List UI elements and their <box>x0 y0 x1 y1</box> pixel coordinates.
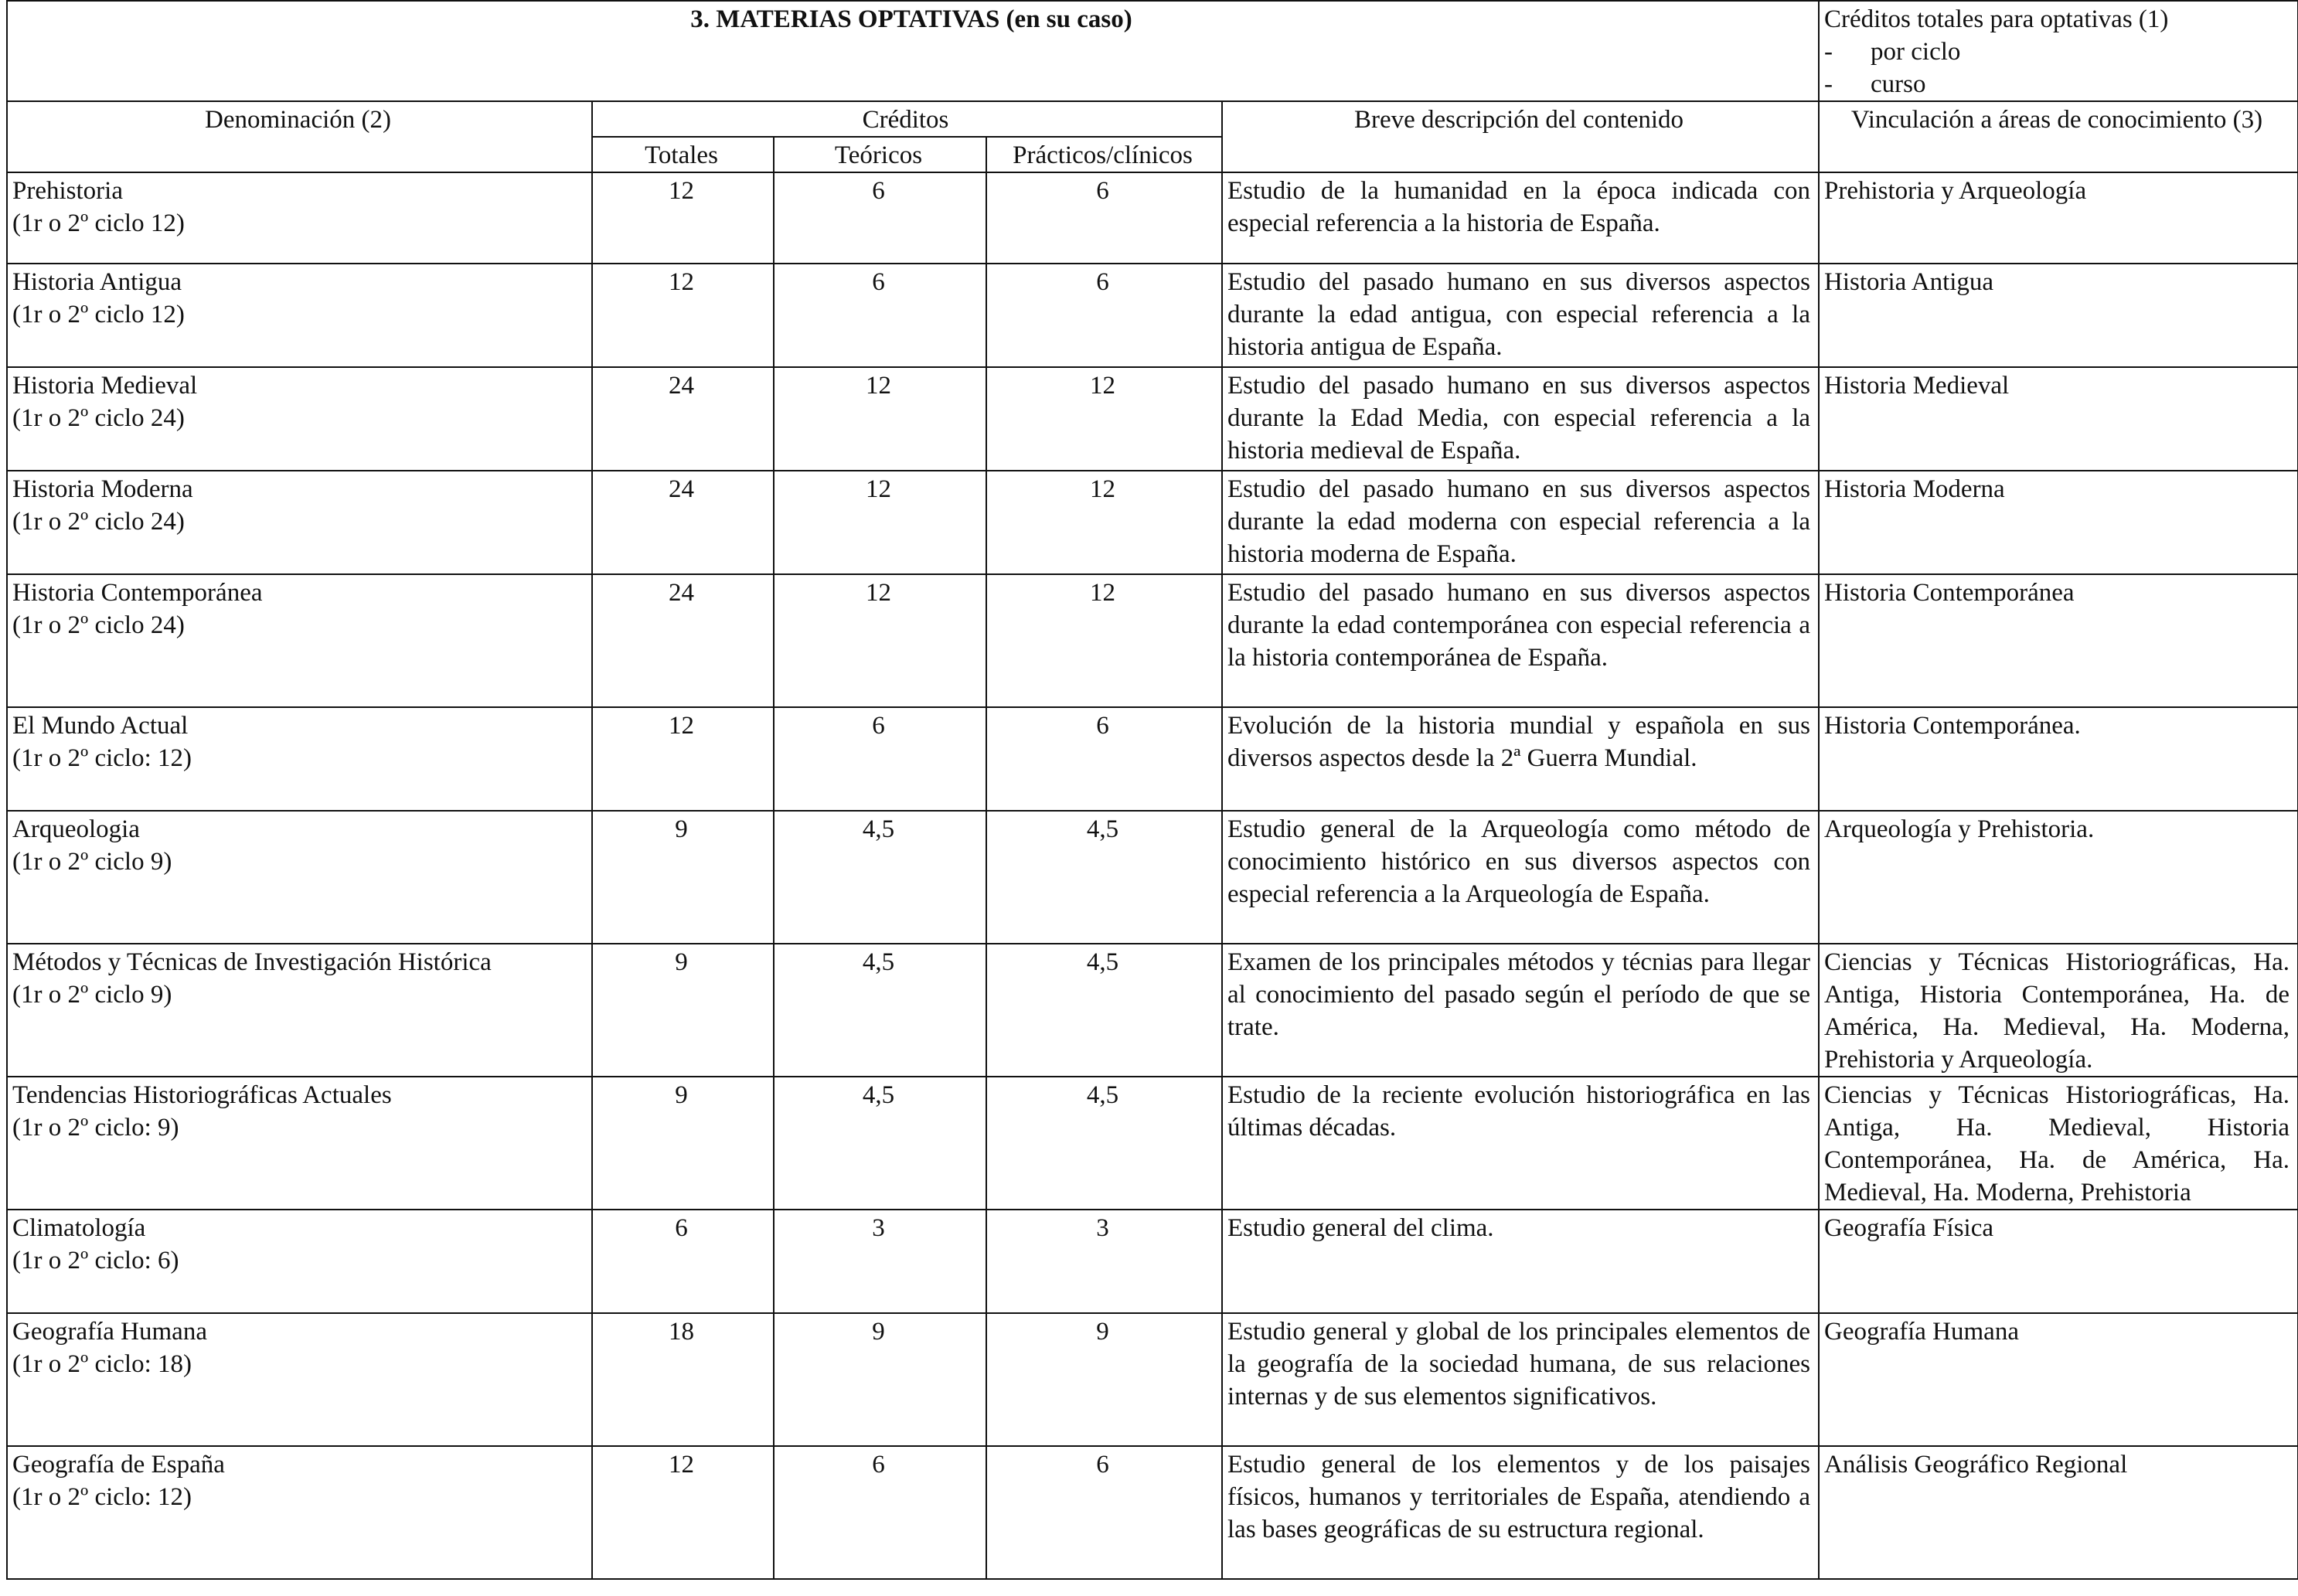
credits-practicos-cell: 12 <box>986 471 1222 574</box>
knowledge-area-cell: Ciencias y Técnicas Historiográficas, Ha. Antiga, Ha. Medieval, Historia Contemporánea, Ha. de América, Ha. Medieval, Ha. Moderna, Prehistoria <box>1819 1077 2298 1210</box>
credits-totales-cell: 12 <box>592 707 774 811</box>
optional-subjects-table <box>6 0 2298 1580</box>
description-cell: Estudio general de los elementos y de los paisajes físicos, humanos y territoriales de España, atendiendo a las bases geográficas de su estructura regional. <box>1222 1446 1819 1579</box>
credits-teoricos-cell: 3 <box>774 1210 986 1313</box>
credits-practicos-cell: 6 <box>986 264 1222 367</box>
credits-totales-cell: 9 <box>592 1077 774 1210</box>
credits-teoricos-cell: 12 <box>774 574 986 707</box>
subject-name: Historia Antigua <box>12 268 182 296</box>
subject-name-cell <box>7 471 592 574</box>
header-creditos: Créditos <box>592 101 1222 137</box>
subject-cycle: (1r o 2º ciclo 12) <box>12 301 185 328</box>
subject-name: Métodos y Técnicas de Investigación Histórica <box>12 948 492 976</box>
credits-teoricos-cell: 9 <box>774 1313 986 1446</box>
subject-name-cell <box>7 1210 592 1313</box>
credits-total-list <box>1824 36 2289 100</box>
subject-cycle: (1r o 2º ciclo: 18) <box>12 1350 192 1378</box>
subject-cycle: (1r o 2º ciclo 9) <box>12 981 172 1009</box>
description-cell: Estudio general del clima. <box>1222 1210 1819 1313</box>
table-row <box>7 172 2298 264</box>
subject-name-cell <box>7 172 592 264</box>
subject-name-cell <box>7 1446 592 1579</box>
credits-totales-cell: 9 <box>592 811 774 944</box>
table-row <box>7 707 2298 811</box>
subject-name-cell <box>7 574 592 707</box>
subject-name: Historia Contemporánea <box>12 579 263 607</box>
subject-cycle: (1r o 2º ciclo 24) <box>12 508 185 536</box>
credits-practicos-cell: 6 <box>986 172 1222 264</box>
credits-teoricos-cell: 6 <box>774 707 986 811</box>
credits-total-item: - por ciclo <box>1824 38 1961 66</box>
description-cell: Estudio del pasado humano en sus diversos aspectos durante la edad moderna con especial referencia a la historia moderna de España. <box>1222 471 1819 574</box>
knowledge-area-cell: Geografía Humana <box>1819 1313 2298 1446</box>
knowledge-area-cell: Análisis Geográfico Regional <box>1819 1446 2298 1579</box>
table-row <box>7 944 2298 1077</box>
subject-name: Arqueologia <box>12 815 140 843</box>
description-cell: Estudio de la reciente evolución historiográfica en las últimas décadas. <box>1222 1077 1819 1210</box>
table-title: 3. MATERIAS OPTATIVAS (en su caso) <box>7 1 1819 101</box>
subject-name-cell <box>7 367 592 471</box>
subject-cycle: (1r o 2º ciclo: 9) <box>12 1114 179 1142</box>
header-descripcion: Breve descripción del contenido <box>1222 101 1819 172</box>
subject-cycle: (1r o 2º ciclo: 6) <box>12 1247 179 1274</box>
subject-name-cell <box>7 811 592 944</box>
table-row <box>7 1210 2298 1313</box>
description-cell: Estudio del pasado humano en sus diversos aspectos durante la edad antigua, con especial referencia a la historia antigua de España. <box>1222 264 1819 367</box>
credits-teoricos-cell: 4,5 <box>774 944 986 1077</box>
credits-total-item: - curso <box>1824 70 1926 98</box>
credits-practicos-cell: 4,5 <box>986 1077 1222 1210</box>
subject-name-cell <box>7 1077 592 1210</box>
subject-name: Climatología <box>12 1214 146 1242</box>
subject-name-cell <box>7 1313 592 1446</box>
subject-name-cell <box>7 707 592 811</box>
table-row <box>7 574 2298 707</box>
credits-totales-cell: 18 <box>592 1313 774 1446</box>
knowledge-area-cell: Historia Moderna <box>1819 471 2298 574</box>
subject-cycle: (1r o 2º ciclo 24) <box>12 404 185 432</box>
subject-cycle: (1r o 2º ciclo 12) <box>12 209 185 237</box>
credits-practicos-cell: 12 <box>986 367 1222 471</box>
credits-teoricos-cell: 4,5 <box>774 811 986 944</box>
credits-totales-cell: 9 <box>592 944 774 1077</box>
credits-totales-cell: 24 <box>592 471 774 574</box>
credits-totales-cell: 12 <box>592 1446 774 1579</box>
table-row <box>7 264 2298 367</box>
credits-teoricos-cell: 12 <box>774 471 986 574</box>
subject-cycle: (1r o 2º ciclo 24) <box>12 611 185 639</box>
table-row <box>7 471 2298 574</box>
credits-practicos-cell: 4,5 <box>986 944 1222 1077</box>
knowledge-area-cell: Arqueología y Prehistoria. <box>1819 811 2298 944</box>
credits-totales-cell: 24 <box>592 574 774 707</box>
subject-name-cell <box>7 944 592 1077</box>
credits-practicos-cell: 12 <box>986 574 1222 707</box>
subject-name-cell <box>7 264 592 367</box>
credits-practicos-cell: 6 <box>986 1446 1222 1579</box>
subject-name: Geografía Humana <box>12 1318 207 1346</box>
knowledge-area-cell: Geografía Física <box>1819 1210 2298 1313</box>
header-vinculacion: Vinculación a áreas de conocimiento (3) <box>1819 101 2298 172</box>
table-row <box>7 1446 2298 1579</box>
subject-name: Historia Medieval <box>12 372 198 400</box>
credits-practicos-cell: 6 <box>986 707 1222 811</box>
description-cell: Estudio de la humanidad en la época indicada con especial referencia a la historia de España. <box>1222 172 1819 264</box>
subject-cycle: (1r o 2º ciclo: 12) <box>12 744 192 772</box>
table-row <box>7 811 2298 944</box>
subject-name: Historia Moderna <box>12 475 193 503</box>
description-cell: Examen de los principales métodos y técnias para llegar al conocimiento del pasado según el período de que se trate. <box>1222 944 1819 1077</box>
subject-cycle: (1r o 2º ciclo: 12) <box>12 1483 192 1511</box>
knowledge-area-cell: Historia Contemporánea. <box>1819 707 2298 811</box>
credits-teoricos-cell: 12 <box>774 367 986 471</box>
credits-total-heading: Créditos totales para optativas (1) <box>1824 5 2169 33</box>
credits-practicos-cell: 9 <box>986 1313 1222 1446</box>
knowledge-area-cell: Prehistoria y Arqueología <box>1819 172 2298 264</box>
credits-teoricos-cell: 6 <box>774 264 986 367</box>
subject-name: Prehistoria <box>12 177 123 205</box>
description-cell: Estudio general y global de los principales elementos de la geografía de la sociedad humana, de sus relaciones internas y de sus elementos significativos. <box>1222 1313 1819 1446</box>
table-row <box>7 1077 2298 1210</box>
subject-name: Tendencias Historiográficas Actuales <box>12 1081 392 1109</box>
knowledge-area-cell: Ciencias y Técnicas Historiográficas, Ha. Antiga, Historia Contemporánea, Ha. de América, Ha. Medieval, Ha. Moderna, Prehistoria y Arqueología. <box>1819 944 2298 1077</box>
credits-totales-cell: 12 <box>592 172 774 264</box>
header-totales: Totales <box>592 137 774 172</box>
knowledge-area-cell: Historia Medieval <box>1819 367 2298 471</box>
credits-totales-cell: 24 <box>592 367 774 471</box>
credits-teoricos-cell: 6 <box>774 172 986 264</box>
header-teoricos: Teóricos <box>774 137 986 172</box>
credits-practicos-cell: 3 <box>986 1210 1222 1313</box>
credits-totales-cell: 12 <box>592 264 774 367</box>
credits-practicos-cell: 4,5 <box>986 811 1222 944</box>
subject-name: El Mundo Actual <box>12 712 189 740</box>
credits-totales-cell: 6 <box>592 1210 774 1313</box>
description-cell: Estudio del pasado humano en sus diversos aspectos durante la edad contemporánea con especial referencia a la historia contemporánea de España. <box>1222 574 1819 707</box>
table-row <box>7 367 2298 471</box>
description-cell: Evolución de la historia mundial y española en sus diversos aspectos desde la 2ª Guerra Mundial. <box>1222 707 1819 811</box>
subject-name: Geografía de España <box>12 1451 225 1479</box>
header-practicos: Prácticos/clínicos <box>986 137 1222 172</box>
credits-total-box <box>1819 1 2298 101</box>
description-cell: Estudio general de la Arqueología como método de conocimiento histórico en sus diversos aspectos con especial referencia a la Arqueología de España. <box>1222 811 1819 944</box>
description-cell: Estudio del pasado humano en sus diversos aspectos durante la Edad Media, con especial referencia a la historia medieval de España. <box>1222 367 1819 471</box>
knowledge-area-cell: Historia Contemporánea <box>1819 574 2298 707</box>
header-denominacion: Denominación (2) <box>7 101 592 172</box>
knowledge-area-cell: Historia Antigua <box>1819 264 2298 367</box>
table-row <box>7 1313 2298 1446</box>
credits-teoricos-cell: 4,5 <box>774 1077 986 1210</box>
document-page <box>6 0 2297 1580</box>
credits-teoricos-cell: 6 <box>774 1446 986 1579</box>
subject-cycle: (1r o 2º ciclo 9) <box>12 848 172 876</box>
